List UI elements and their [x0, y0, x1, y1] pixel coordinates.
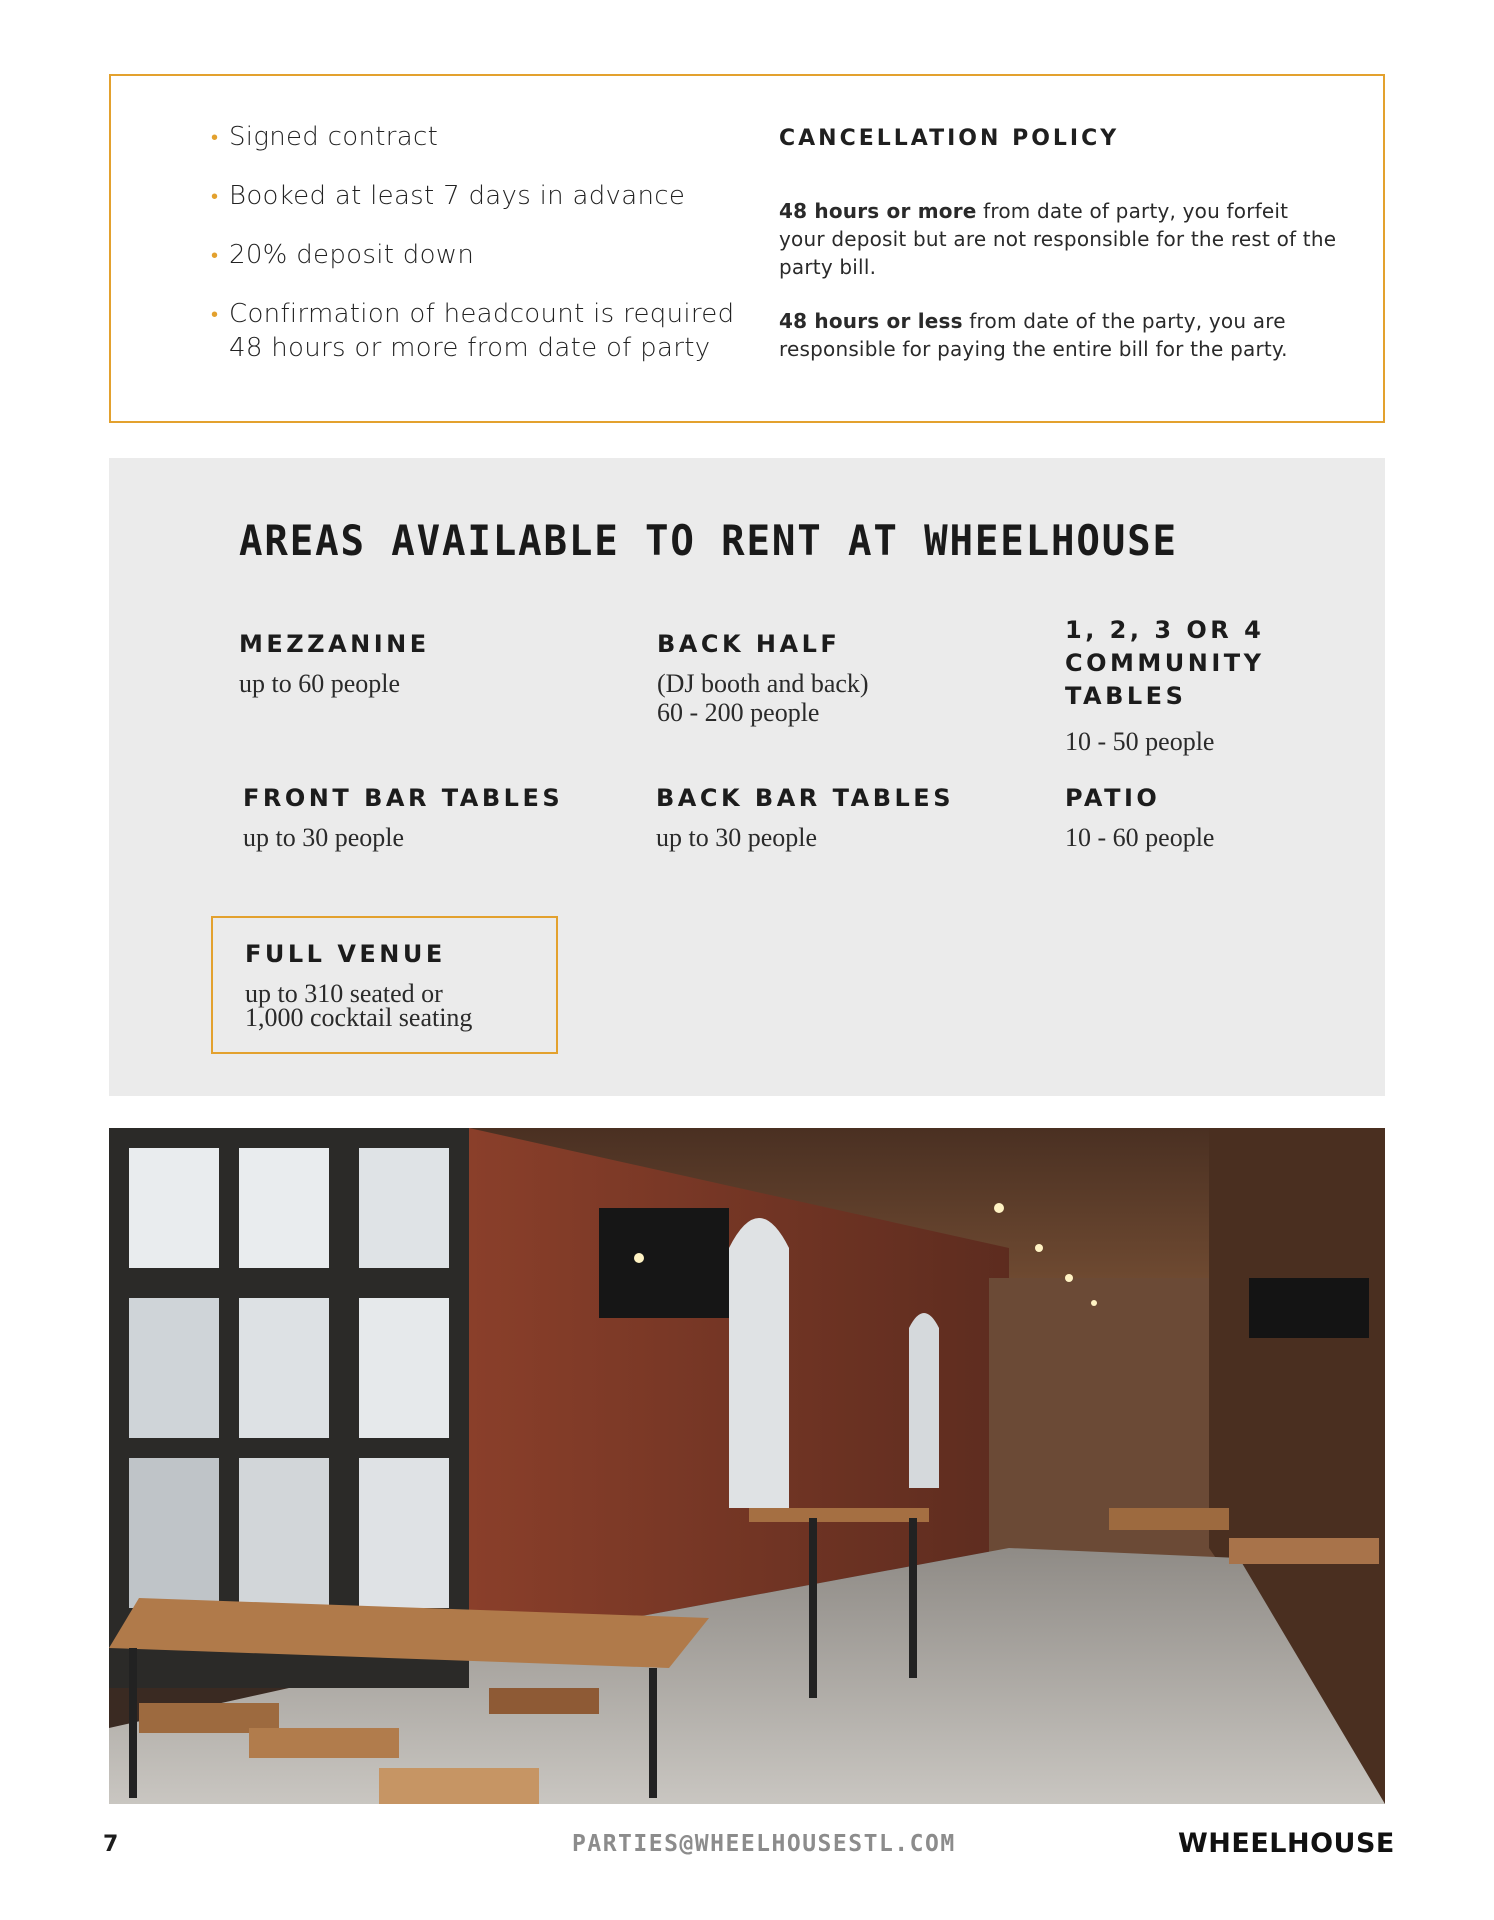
area-capacity: (DJ booth and back) 60 - 200 people: [657, 669, 869, 727]
bullet-icon: •: [211, 184, 219, 208]
bullet-icon: •: [211, 302, 219, 326]
cancellation-policy: [779, 126, 1339, 389]
area-capacity: up to 30 people: [243, 823, 405, 852]
policy-48-more: 48 hours or more from date of party, you forfeit your deposit but are not responsible for the rest of the party bill.: [779, 199, 1337, 279]
area-name: BACK HALF: [657, 630, 841, 658]
area-name: FRONT BAR TABLES: [243, 784, 564, 812]
bullet-icon: •: [211, 125, 219, 149]
area-capacity: 10 - 60 people: [1065, 823, 1215, 852]
requirements-list: [211, 120, 771, 390]
cancellation-heading: CANCELLATION POLICY: [779, 126, 1120, 151]
area-capacity: up to 30 people: [656, 823, 818, 852]
area-community-tables: [1065, 614, 1265, 756]
area-name: PATIO: [1065, 784, 1161, 812]
venue-interior-photo: [109, 1128, 1385, 1804]
list-item: • Confirmation of headcount is required 48 hours or more from date of party: [211, 299, 735, 363]
areas-panel: [109, 458, 1385, 1096]
area-name: FULL VENUE: [245, 940, 446, 968]
policy-48-less: 48 hours or less from date of the party, you are responsible for paying the entire bill for the party.: [779, 309, 1288, 361]
area-name: BACK BAR TABLES: [656, 784, 954, 812]
area-full-venue: [211, 916, 558, 1054]
area-capacity: 10 - 50 people: [1065, 727, 1215, 756]
area-name: MEZZANINE: [239, 630, 430, 658]
venue-photo-illustration: [109, 1128, 1385, 1804]
area-capacity: up to 310 seated or 1,000 cocktail seating: [245, 979, 473, 1032]
area-back-half: [657, 628, 869, 727]
area-back-bar-tables: [656, 782, 954, 852]
area-patio: [1065, 782, 1214, 852]
contact-email[interactable]: PARTIES@WHEELHOUSESTL.COM: [572, 1831, 956, 1857]
areas-title: AREAS AVAILABLE TO RENT AT WHEELHOUSE: [239, 516, 1178, 565]
area-mezzanine: [239, 628, 430, 698]
area-front-bar-tables: [243, 782, 563, 852]
page-number: 7: [103, 1832, 119, 1857]
policy-box: [109, 74, 1385, 423]
list-item: • Booked at least 7 days in advance: [211, 181, 686, 211]
bullet-icon: •: [211, 243, 219, 267]
area-capacity: up to 60 people: [239, 669, 401, 698]
list-item: • 20% deposit down: [211, 240, 475, 270]
list-item: • Signed contract: [211, 122, 439, 152]
area-name: 1, 2, 3 OR 4 COMMUNITY TABLES: [1065, 616, 1265, 710]
brand-logo: WHEELHOUSE: [1178, 1828, 1395, 1859]
